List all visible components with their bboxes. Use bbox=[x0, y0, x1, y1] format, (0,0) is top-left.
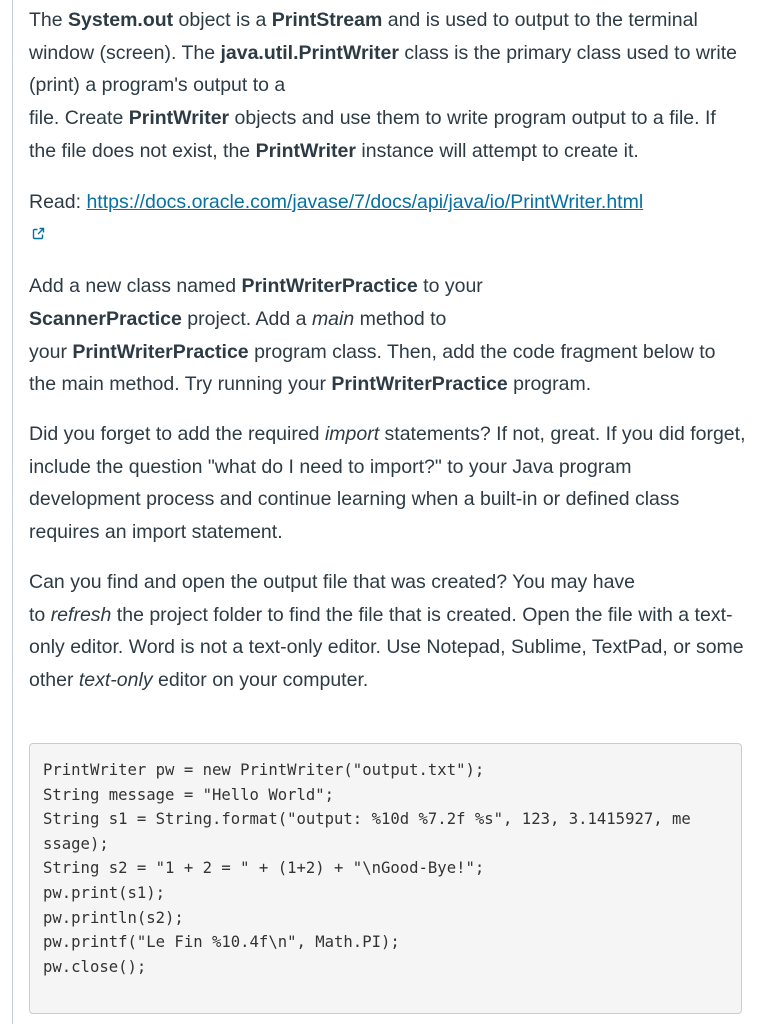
output-text: editor on your computer. bbox=[152, 668, 369, 691]
code-block bbox=[29, 743, 742, 1014]
instructions-text: program class. Then, add the code fragment below to the main method. Try running your bbox=[29, 340, 716, 396]
content-border bbox=[12, 0, 13, 1024]
instructions-text: to your bbox=[417, 275, 483, 298]
output-text: to bbox=[29, 603, 51, 626]
code-line: PrintWriter pw = new PrintWriter("output.txt"); bbox=[43, 761, 485, 779]
term-printwriter: PrintWriter bbox=[255, 139, 356, 162]
page-content bbox=[29, 4, 747, 697]
code-line: String s1 = String.format("output: %10d %7.2f %s", 123, 3.1415927, me bbox=[43, 810, 691, 829]
code-line: String s2 = "1 + 2 = " + (1+2) + "\nGood-Bye!"; bbox=[43, 859, 485, 878]
intro-text: file. Create bbox=[29, 107, 129, 130]
oracle-docs-link[interactable]: https://docs.oracle.com/javase/7/docs/api/java/io/PrintWriter.html bbox=[86, 190, 644, 213]
term-scannerpractice: ScannerPractice bbox=[29, 307, 182, 330]
code-line: String message = "Hello World"; bbox=[43, 785, 335, 804]
read-label: Read: bbox=[29, 190, 87, 213]
instructions-paragraph bbox=[29, 270, 747, 401]
external-link-row bbox=[29, 218, 747, 250]
term-printwriterpractice: PrintWriterPractice bbox=[72, 340, 249, 363]
intro-text: The bbox=[29, 9, 69, 31]
code-line: pw.close(); bbox=[43, 957, 147, 976]
instructions-text: your bbox=[29, 340, 73, 363]
term-printwriterpractice: PrintWriterPractice bbox=[331, 373, 508, 396]
intro-text: and is used to output to the terminal window (screen). The bbox=[29, 9, 698, 64]
term-printwriterpractice: PrintWriterPractice bbox=[241, 275, 418, 298]
instructions-text: program. bbox=[507, 373, 592, 396]
intro-paragraph bbox=[29, 4, 747, 168]
external-link-icon[interactable] bbox=[32, 227, 45, 240]
term-refresh: refresh bbox=[50, 603, 112, 626]
output-text: Can you find and open the output file that was created? You may have bbox=[29, 570, 636, 593]
output-text: the project folder to find the file that is created. Open the file with a text-only editor. Word is not a text-only editor. Use Notepad, Sublime, TextPad, or some other bbox=[29, 603, 744, 691]
read-paragraph bbox=[29, 186, 747, 219]
term-import: import bbox=[324, 423, 380, 446]
instructions-text: method to bbox=[354, 307, 447, 330]
intro-text: class is the primary class used to write (print) a program's output to a bbox=[29, 41, 738, 97]
code-line: ssage); bbox=[43, 834, 109, 853]
term-main: main bbox=[311, 307, 355, 330]
term-printwriter: PrintWriter bbox=[128, 107, 230, 130]
term-system-out: System.out bbox=[68, 9, 174, 31]
intro-text: object is a bbox=[173, 9, 272, 31]
term-printstream: PrintStream bbox=[271, 9, 383, 31]
term-text-only: text-only bbox=[78, 668, 153, 691]
instructions-text: Add a new class named bbox=[29, 275, 242, 298]
imports-text: Did you forget to add the required bbox=[29, 423, 325, 446]
intro-text: objects and use them to write program output to a file. If the file does not exist, the bbox=[29, 107, 716, 162]
intro-text: instance will attempt to create it. bbox=[355, 139, 639, 162]
imports-text: statements? If not, great. If you did forget, include the question "what do I need to import?" to your Java program development process and continue learning when a built-in or defined class requires an import statement. bbox=[29, 423, 746, 544]
code-line: pw.print(s1); bbox=[43, 883, 166, 902]
imports-paragraph bbox=[29, 418, 747, 549]
code-line: pw.println(s2); bbox=[43, 908, 184, 927]
code-line: pw.printf("Le Fin %10.4f\n", Math.PI); bbox=[43, 933, 400, 952]
output-paragraph bbox=[29, 566, 747, 697]
term-printwriter-class: java.util.PrintWriter bbox=[220, 41, 399, 64]
instructions-text: project. Add a bbox=[181, 307, 312, 330]
